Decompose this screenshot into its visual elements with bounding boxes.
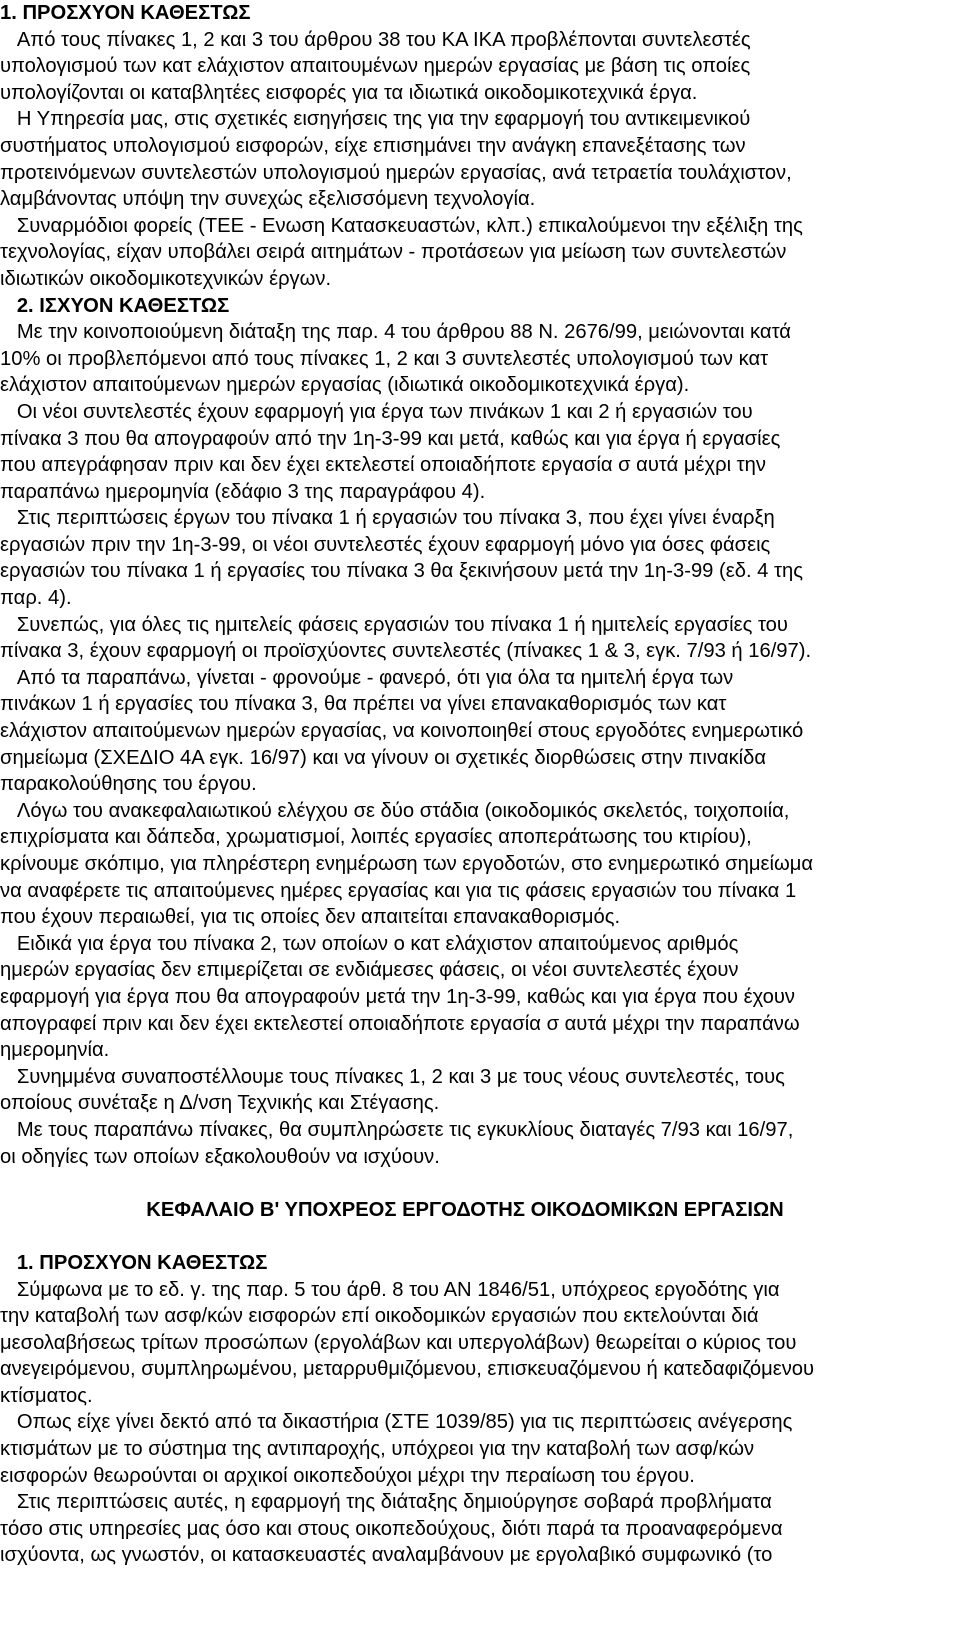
section-2-paragraph-9: Με τους παραπάνω πίνακες, θα συμπληρώσετε τις εγκυκλίους διαταγές 7/93 και 16/97, οι οδηγίες των οποίων εξακολουθούν να ισχύουν. (0, 1118, 794, 1168)
chapter-b-paragraph-2: Οπως είχε γίνει δεκτό από τα δικαστήρια (ΣΤΕ 1039/85) για τις περιπτώσεις ανέγερσης κτισμάτων με το σύστημα της αντιπαροχής, υπόχρεοι για την καταβολή των ασφ/κών εισφορών θεωρούνται οι αρχικοί οικοπεδούχοι μέχρι την περαίωση του έργου. (0, 1411, 793, 1487)
chapter-b-heading: ΚΕΦΑΛΑΙΟ Β' ΥΠΟΧΡΕΟΣ ΕΡΓΟΔΟΤΗΣ ΟΙΚΟΔΟΜΙΚΩΝ ΕΡΓΑΣΙΩΝ (146, 1198, 784, 1221)
spacer (0, 1170, 952, 1197)
section-2-paragraph-1: Με την κοινοποιούμενη διάταξη της παρ. 4 του άρθρου 88 Ν. 2676/99, μειώνονται κατά 10% οι προβλεπόμενοι από τους πίνακες 1, 2 και 3 συντελεστές υπολογισμού των κατ ελάχιστον απαιτούμενων ημερών εργασίας (ιδιωτικά οικοδομικοτεχνικά έργα). (0, 321, 791, 397)
section-1-paragraph-1: Από τους πίνακες 1, 2 και 3 του άρθρου 38 του ΚΑ ΙΚΑ προβλέπονται συντελεστές υπολογισμού των κατ ελάχιστον απαιτουμένων ημερών εργασίας με βάση τις οποίες υπολογίζονται οι καταβλητέες εισφορές για τα ιδιωτικά οικοδομικοτεχνικά έργα. (0, 28, 751, 104)
section-2-paragraph-6: Λόγω του ανακεφαλαιωτικού ελέγχου σε δύο στάδια (οικοδομικός σκελετός, τοιχοποιία, επιχρίσματα και δάπεδα, χρωματισμοί, λοιπές εργασίες αποπεράτωσης του κτιρίου), κρίνουμε σκόπιμο, για πληρέστερη ενημέρωση των εργοδοτών, στο ενημερωτικό σημείωμα να αναφέρετε τις απαιτούμενες ημέρες εργασίας και για τις φάσεις εργασιών του πίνακα 1 που έχουν περαιωθεί, για τις οποίες δεν απαιτείται επανακαθορισμός. (0, 799, 814, 929)
section-2-paragraph-2: Οι νέοι συντελεστές έχουν εφαρμογή για έργα των πινάκων 1 και 2 ή εργασιών του πίνακα 3 που θα απογραφούν από την 1η-3-99 και μετά, καθώς και για έργα ή εργασίες που απεγράφησαν πριν και δεν έχει εκτελεστεί οποιαδήποτε εργασία σ αυτά μέχρι την παραπάνω ημερομηνία (εδάφιο 3 της παραγράφου 4). (0, 400, 781, 503)
section-2-paragraph-7: Ειδικά για έργα του πίνακα 2, των οποίων ο κατ ελάχιστον απαιτούμενος αριθμός ημερών εργασίας δεν επιμερίζεται σε ενδιάμεσες φάσεις, οι νέοι συντελεστές έχουν εφαρμογή για έργα που θα απογραφούν μετά την 1η-3-99, καθώς και για έργα που έχουν απογραφεί πριν και δεν έχει εκτελεστεί οποιαδήποτε εργασία σ αυτά μέχρι την παραπάνω ημερομηνία. (0, 932, 800, 1062)
section-2-paragraph-3: Στις περιπτώσεις έργων του πίνακα 1 ή εργασιών του πίνακα 3, που έχει γίνει έναρξη εργασιών πριν την 1η-3-99, οι νέοι συντελεστές έχουν εφαρμογή μόνο για όσες φάσεις εργασιών του πίνακα 1 ή εργασίες του πίνακα 3 θα ξεκινήσουν μετά την 1η-3-99 (εδ. 4 της παρ. 4). (0, 507, 803, 610)
chapter-b-paragraph-1: Σύμφωνα με το εδ. γ. της παρ. 5 του άρθ. 8 του ΑΝ 1846/51, υπόχρεος εργοδότης για την καταβολή των ασφ/κών εισφορών επί οικοδομικών εργασιών που εκτελούνται διά μεσολαβήσεως τρίτων προσώπων (εργολάβων και υπεργολάβων) θεωρείται ο κύριος του ανεγειρόμενου, συμπληρωμένου, μεταρρυθμιζόμενου, επισκευαζόμενου ή κατεδαφιζόμενου κτίσματος. (0, 1278, 815, 1407)
spacer (0, 1223, 952, 1250)
section-1-heading: 1. ΠΡΟΣΧΥΟΝ ΚΑΘΕΣΤΩΣ (0, 2, 251, 24)
chapter-b-paragraph-3: Στις περιπτώσεις αυτές, η εφαρμογή της διάταξης δημιούργησε σοβαρά προβλήματα τόσο στις υπηρεσίες μας όσο και στους οικοπεδούχους, διότι παρά τα προαναφερόμενα ισχύοντα, ως γνωστόν, οι κατασκευαστές αναλαμβάνουν με εργολαβικό συμφωνικό (το (0, 1491, 783, 1567)
section-2-paragraph-5: Από τα παραπάνω, γίνεται - φρονούμε - φανερό, ότι για όλα τα ημιτελή έργα των πινάκων 1 ή εργασίες του πίνακα 3, θα πρέπει να γίνει επανακαθορισμός των κατ ελάχιστον απαιτούμενων ημερών εργασίας, να κοινοποιηθεί στους εργοδότες ενημερωτικό σημείωμα (ΣΧΕΔΙΟ 4Α εγκ. 16/97) και να γίνουν οι σχετικές διορθώσεις στην πινακίδα παρακολούθησης του έργου. (0, 666, 804, 796)
section-2-paragraph-4: Συνεπώς, για όλες τις ημιτελείς φάσεις εργασιών του πίνακα 1 ή ημιτελείς εργασίες του πίνακα 3, έχουν εφαρμογή οι προϊσχύοντες συντελεστές (πίνακες 1 & 3, εγκ. 7/93 ή 16/97). (0, 613, 812, 663)
chapter-b-section-1-heading: 1. ΠΡΟΣΧΥΟΝ ΚΑΘΕΣΤΩΣ (0, 1251, 268, 1274)
section-1-paragraph-3: Συναρμόδιοι φορείς (ΤΕΕ - Ενωση Κατασκευαστών, κλπ.) επικαλούμενοι την εξέλιξη της τεχνολογίας, είχαν υποβάλει σειρά αιτημάτων - προτάσεων για μείωση των συντελεστών ιδιωτικών οικοδομικοτεχνικών έργων. (0, 214, 803, 290)
section-2-heading: 2. ΙΣΧΥΟΝ ΚΑΘΕΣΤΩΣ (0, 294, 230, 317)
section-1-paragraph-2: Η Υπηρεσία μας, στις σχετικές εισηγήσεις της για την εφαρμογή του αντικειμενικού συστήματος υπολογισμού εισφορών, είχε επισημάνει την ανάγκη επανεξέτασης των προτεινόμενων συντελεστών υπολογισμού ημερών εργασίας, ανά τετραετία τουλάχιστον, λαμβάνοντας υπόψη την συνεχώς εξελισσόμενη τεχνολογία. (0, 108, 792, 211)
section-2-paragraph-8: Συνημμένα συναποστέλλουμε τους πίνακες 1, 2 και 3 με τους νέους συντελεστές, τους οποίους συνέταξε η Δ/νση Τεχνικής και Στέγασης. (0, 1065, 785, 1115)
